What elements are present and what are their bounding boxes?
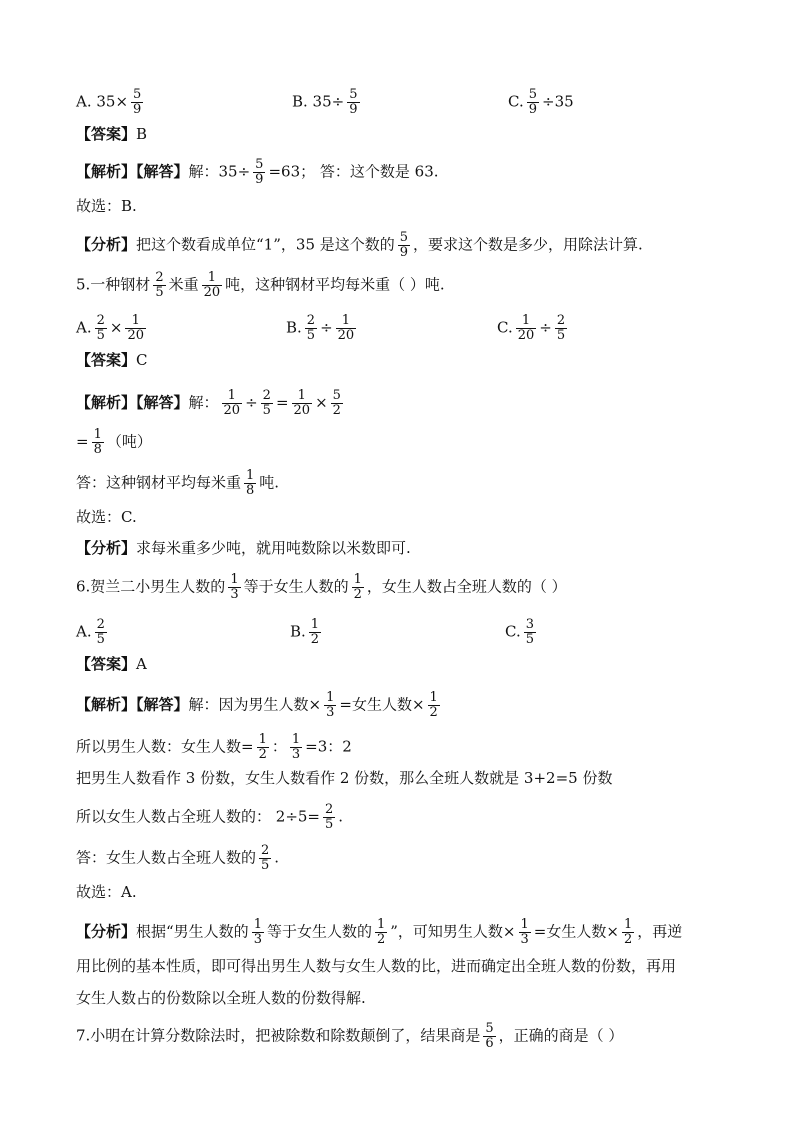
fraction: $\frac{2}{5}$ [262,388,271,418]
fraction: $\frac{1}{3}$ [291,732,301,762]
q4-analysis: 【解析】【解答】解：35÷ $\frac{5}{9}$ =63； 答：这个数是 63. [76,157,439,187]
fraction: $\frac{2}{5}$ [96,313,105,343]
q6-analysis-2: 所以男生人数：女生人数= $\frac{1}{2}$ ： $\frac{1}{3}$ =3：2 [76,732,352,762]
q6-analysis-4: 所以女生人数占全班人数的： 2÷5= $\frac{2}{5}$ . [76,802,344,832]
q7-stem: 7.小明在计算分数除法时，把被除数和除数颠倒了，结果商是 $\frac{5}{6}$ ，正确的商是（ ） [76,1021,624,1051]
fraction: $\frac{1}{20}$ [223,388,241,418]
fraction: $\frac{2}{5}$ [155,270,164,300]
fraction: $\frac{1}{2}$ [376,917,386,947]
fraction: $\frac{2}{5}$ [325,802,334,832]
q4-answer: 【答案】B [76,125,148,143]
fraction: $\frac{1}{2}$ [429,690,438,720]
q5-choose: 故选：C. [76,508,137,526]
q5-answer: 【答案】C [76,351,148,369]
q5-option-c: C. $\frac{1}{20}$ ÷ $\frac{2}{5}$ [497,313,566,343]
fraction: $\frac{1}{3}$ [230,572,239,602]
q4-fenxi: 【分析】把这个数看成单位“1”，35 是这个数的 $\frac{5}{9}$ ，要求这个数是多少，用除法计算. [76,230,643,260]
q5-analysis: 【解析】【解答】解： $\frac{1}{20}$ ÷ $\frac{2}{5}$ = $\frac{1}{20}$ × $\frac{5}{2}$ [76,388,341,418]
fraction: $\frac{1}{8}$ [93,427,102,457]
q5-result: = $\frac{1}{8}$ （吨） [76,427,152,457]
fraction: $\frac{1}{2}$ [310,617,320,647]
fraction: $\frac{1}{20}$ [337,313,355,343]
q6-fenxi-1: 【分析】根据“男生人数的 $\frac{1}{3}$ 等于女生人数的 $\frac{1}{2}$ ”，可知男生人数× $\frac{1}{3}$ =女生人数× $\frac{1}{2}$ ，再逆 [76,917,683,947]
q6-stem: 6.贺兰二小男生人数的 $\frac{1}{3}$ 等于女生人数的 $\frac{1}{2}$ ，女生人数占全班人数的（ ） [76,572,567,602]
q5-fenxi: 【分析】求每米重多少吨，就用吨数除以米数即可. [76,539,411,557]
fraction: $\frac{5}{2}$ [332,388,341,418]
q6-choose: 故选：A. [76,883,137,901]
fraction: $\frac{1}{20}$ [127,313,145,343]
fraction: $\frac{2}{5}$ [556,313,566,343]
q6-option-a: A. $\frac{2}{5}$ [76,617,105,647]
q4-choose: 故选：B. [76,197,137,215]
q5-option-b: B. $\frac{2}{5}$ ÷ $\frac{1}{20}$ [286,313,355,343]
fraction: $\frac{1}{3}$ [520,917,529,947]
q6-fenxi-2: 用比例的基本性质，即可得出男生人数与女生人数的比，进而确定出全班人数的份数，再用 [76,957,677,975]
q6-reply: 答：女生人数占全班人数的 $\frac{2}{5}$ . [76,843,280,873]
q4-option-b: B. 35÷ $\frac{5}{9}$ [292,87,358,117]
q4-option-c: C. $\frac{5}{9}$ ÷35 [508,87,574,117]
fraction: $\frac{5}{9}$ [528,87,537,117]
q5-stem: 5.一种钢材 $\frac{2}{5}$ 米重 $\frac{1}{20}$ 吨，这种钢材平均每米重（ ）吨. [76,270,445,300]
fraction: $\frac{5}{9}$ [255,157,264,187]
fraction: $\frac{1}{20}$ [203,270,221,300]
fraction: $\frac{5}{6}$ [485,1021,494,1051]
fraction: $\frac{1}{3}$ [326,690,335,720]
q4-option-a: A. 35× $\frac{5}{9}$ [76,87,142,117]
fraction: $\frac{1}{20}$ [517,313,535,343]
fraction: $\frac{2}{5}$ [261,843,270,873]
q6-answer: 【答案】A [76,655,147,673]
fraction: $\frac{5}{9}$ [349,87,358,117]
fraction: $\frac{3}{5}$ [525,617,534,647]
q6-option-b: B. $\frac{1}{2}$ [290,617,320,647]
fraction: $\frac{1}{3}$ [253,917,262,947]
fraction: $\frac{2}{5}$ [96,617,105,647]
q6-analysis-3: 把男生人数看作 3 份数，女生人数看作 2 份数，那么全班人数就是 3+2=5 份数 [76,769,613,787]
fraction: $\frac{5}{9}$ [133,87,142,117]
fraction: $\frac{1}{2}$ [623,917,633,947]
fraction: $\frac{1}{8}$ [246,468,255,498]
fraction: $\frac{1}{20}$ [293,388,311,418]
fraction: $\frac{5}{9}$ [399,230,409,260]
fraction: $\frac{1}{2}$ [258,732,267,762]
q6-analysis-1: 【解析】【解答】解：因为男生人数× $\frac{1}{3}$ =女生人数× $\frac{1}{2}$ [76,690,438,720]
fraction: $\frac{1}{2}$ [353,572,362,602]
q5-reply: 答：这种钢材平均每米重 $\frac{1}{8}$ 吨. [76,468,280,498]
fraction: $\frac{2}{5}$ [306,313,316,343]
q6-fenxi-3: 女生人数占的份数除以全班人数的份数得解. [76,989,366,1007]
q5-option-a: A. $\frac{2}{5}$ × $\frac{1}{20}$ [76,313,145,343]
q6-option-c: C. $\frac{3}{5}$ [505,617,534,647]
